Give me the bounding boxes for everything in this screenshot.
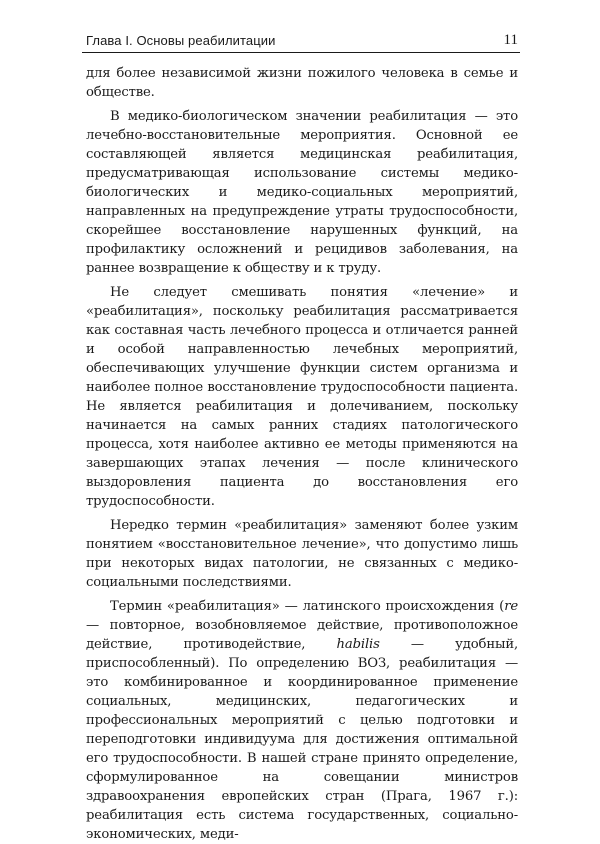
latin-term-re: re <box>504 599 518 614</box>
paragraph-treatment-distinction: Не следует смешивать понятия «лечение» и «реабилитация», поскольку реабилитация рассматривается как составная часть лечебного процесса и отличается ранней и особой направленностью лечебных мероприятий, обеспечивающих улучшение функции систем организма и наиболее полное восстановление трудоспособности пациента. Не является реабилитация и долечиванием, поскольку начинается на самых ранних стадиях патологического процесса, хотя наиболее активно ее методы применяются на завершающих этапах лечения — после клинического выздоровления пациента до восстановления его трудоспособности. <box>86 285 518 509</box>
term-origin-text-c: — удобный, приспособленный). По определению ВОЗ, реабилитация — это комбинированное и координированное применение социальных, медицинских, педагогических и профессиональных мероприятий с целью подготовки и переподготовки индивидуума для достижения оптимальной его трудоспособности. В нашей стране принято определение, сформулированное на совещании министров здравоохранения европейских стран (Прага, 1967 г.): реабилитация есть система государственных, социально-экономических, меди- <box>86 637 519 842</box>
chapter-title: Глава I. Основы реабилитации <box>86 33 276 48</box>
running-header <box>82 30 520 53</box>
paragraph-term-origin <box>86 597 518 844</box>
page-number: 11 <box>503 32 518 48</box>
body-text <box>86 64 518 844</box>
paragraph-medical-meaning: В медико-биологическом значении реабилитация — это лечебно-восстановительные мероприятия. Основной ее составляющей является медицинская реабилитация, предусматривающая использование системы медико-биологических и медико-социальных мероприятий, направленных на предупреждение утраты трудоспособности, скорейшее восстановление нарушенных функций, на профилактику осложнений и рецидивов заболевания, на раннее возвращение к обществу и к труду. <box>86 109 518 276</box>
term-origin-text-a: Термин «реабилитация» — латинского происхождения ( <box>110 599 505 614</box>
paragraph-restorative-treatment: Нередко термин «реабилитация» заменяют более узким понятием «восстановительное лечение», что допустимо лишь при некоторых видах патологии, не связанных с медико-социальными последствиями. <box>86 518 518 590</box>
paragraph-continuation: для более независимой жизни пожилого человека в семье и обществе. <box>86 66 518 100</box>
term-origin-text-b: — повторное, возобновляемое действие, противоположное действие, противодействие, <box>86 618 518 652</box>
latin-term-habilis: habilis <box>336 637 380 652</box>
